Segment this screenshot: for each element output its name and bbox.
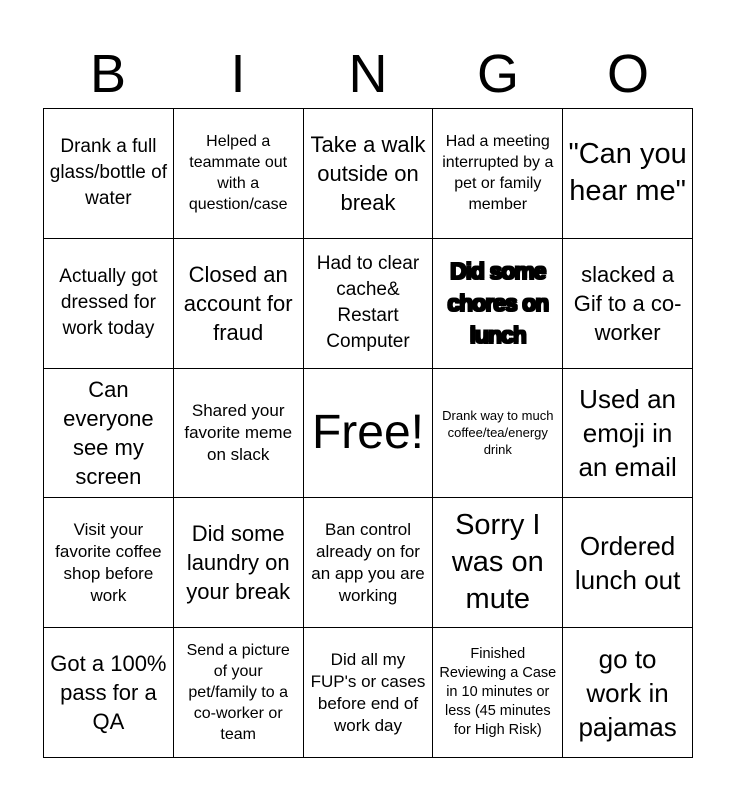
bingo-cell[interactable] (44, 369, 174, 499)
cell-text: Send a picture of your pet/family to a co-worker or team (186, 642, 290, 744)
bingo-cell[interactable] (433, 628, 563, 758)
cell-text: Had a meeting interrupted by a pet or family member (442, 133, 554, 214)
cell-text: Actually got dressed for work today (59, 266, 158, 340)
cell-text: Sorry I was on mute (451, 509, 544, 616)
cell-text: Drank a full glass/bottle of water (49, 136, 168, 210)
cell-text: Finished Reviewing a Case in 10 minutes or less (45 minutes for High Risk) (439, 646, 557, 739)
cell-text: Drank way to much coffee/tea/energy drink (442, 408, 554, 458)
cell-text: Ban control already on for an app you are working (311, 519, 425, 605)
title-letter-o: O (606, 44, 649, 104)
cell-text: Take a walk outside on break (310, 131, 426, 215)
cell-text: slacked a Gif to a co-worker (573, 261, 682, 345)
bingo-cell[interactable] (174, 498, 304, 628)
cell-text: Visit your favorite coffee shop before work (55, 519, 162, 605)
bingo-cell[interactable] (174, 628, 304, 758)
bingo-cell[interactable] (433, 369, 563, 499)
bingo-cell[interactable] (563, 498, 693, 628)
bingo-cell[interactable] (44, 239, 174, 369)
bingo-cell[interactable] (44, 628, 174, 758)
bingo-cell[interactable] (174, 109, 304, 239)
bingo-cell[interactable] (174, 239, 304, 369)
title-letter-b: B (89, 44, 127, 104)
bingo-cell[interactable] (433, 239, 563, 369)
bingo-cell[interactable] (304, 498, 434, 628)
cell-text: Got a 100% pass for a QA (50, 651, 167, 735)
bingo-cell[interactable] (304, 109, 434, 239)
free-space-text: Free! (311, 405, 424, 459)
cell-text: Did some laundry on your break (186, 521, 291, 605)
cell-text: Did some chores on lunch (447, 258, 549, 349)
bingo-cell[interactable] (433, 498, 563, 628)
bingo-free-cell[interactable] (304, 369, 434, 499)
cell-text: Ordered lunch out (574, 530, 681, 595)
cell-text: Can everyone see my screen (63, 376, 154, 489)
cell-text: Closed an account for fraud (183, 261, 293, 345)
cell-text: Did all my FUP's or cases before end of work day (310, 649, 426, 735)
bingo-cell[interactable] (304, 239, 434, 369)
cell-text: Shared your favorite meme on slack (184, 400, 293, 464)
bingo-title (43, 40, 693, 108)
cell-text: "Can you hear me" (568, 138, 687, 208)
cell-text: Had to clear cache& Restart Computer (316, 253, 420, 353)
bingo-cell[interactable] (563, 369, 693, 499)
title-letter-g: G (476, 44, 519, 104)
bingo-cell[interactable] (304, 628, 434, 758)
bingo-cell[interactable] (174, 369, 304, 499)
cell-text: Used an emoji in an email (578, 383, 677, 482)
cell-text: go to work in pajamas (578, 643, 677, 742)
bingo-cell[interactable] (433, 109, 563, 239)
title-letter-i: I (230, 44, 246, 104)
bingo-cell[interactable] (44, 498, 174, 628)
bingo-cell[interactable] (44, 109, 174, 239)
bingo-cell[interactable] (563, 239, 693, 369)
title-letter-n: N (348, 44, 388, 104)
bingo-grid (43, 108, 693, 758)
bingo-cell[interactable] (563, 109, 693, 239)
cell-text: Helped a teammate out with a question/case (188, 133, 288, 214)
bingo-cell[interactable] (563, 628, 693, 758)
